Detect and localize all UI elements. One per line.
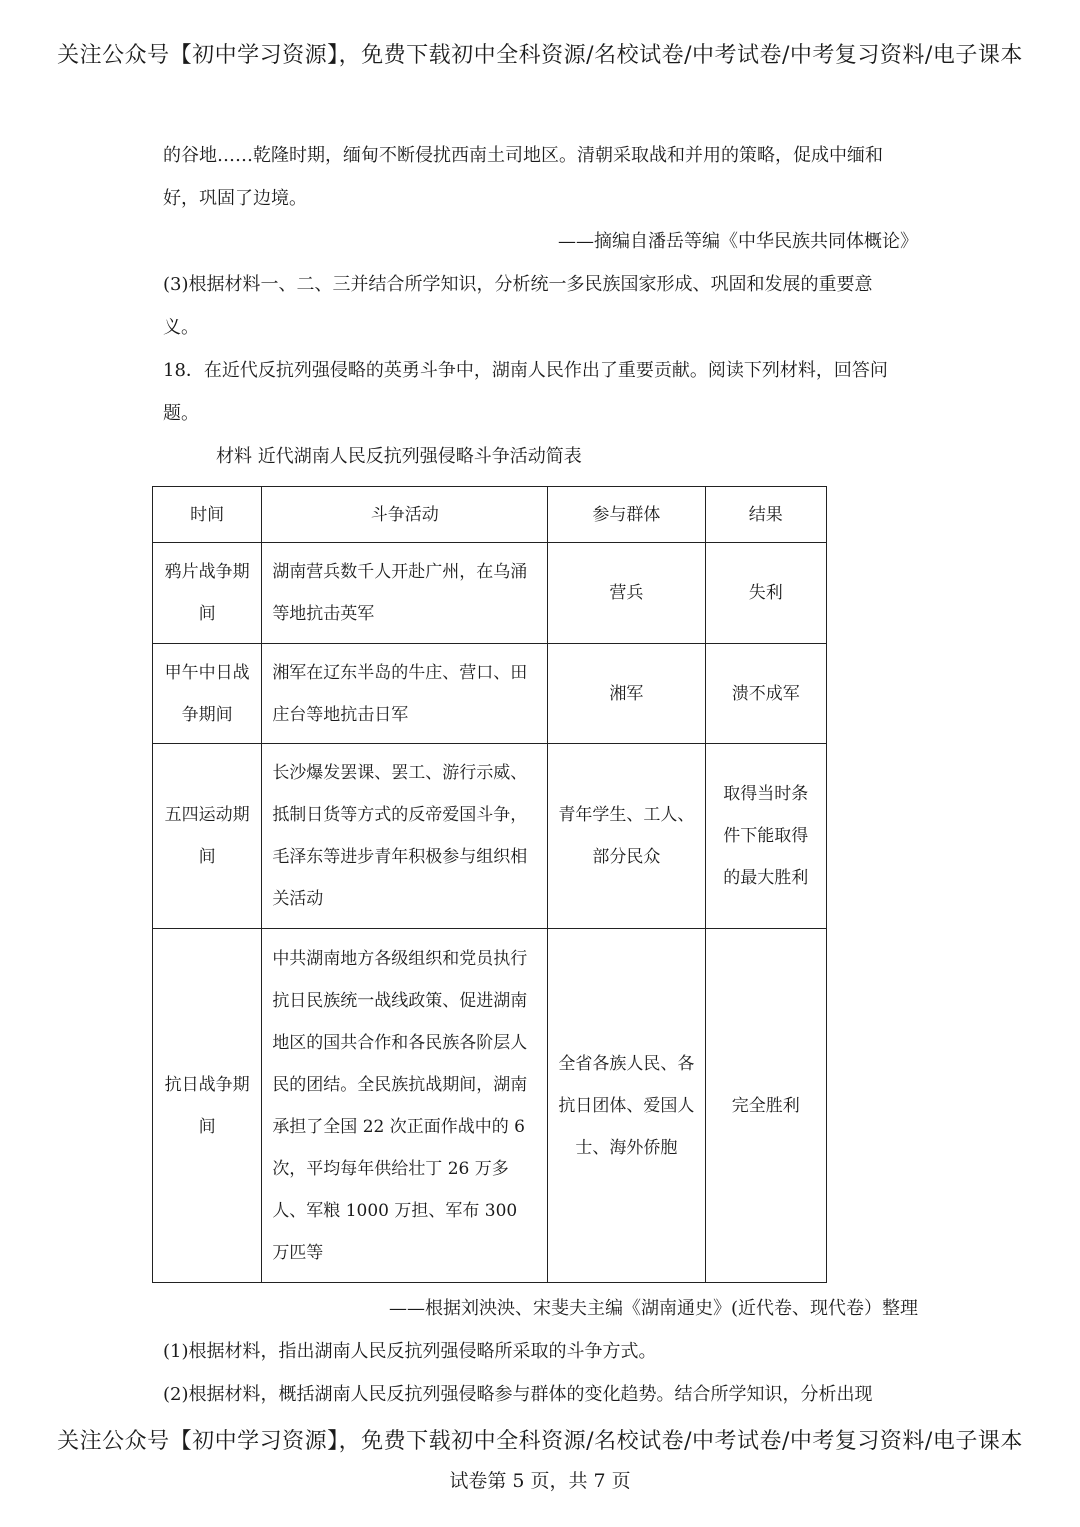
cell-time: 甲午中日战争期间 <box>153 644 262 744</box>
table-caption: 材料 近代湖南人民反抗列强侵略斗争活动简表 <box>216 446 582 467</box>
q18-stem-line-1: 18．在近代反抗列强侵略的英勇斗争中，湖南人民作出了重要贡献。阅读下列材料，回答问 <box>163 360 888 381</box>
page-number: 试卷第 5 页，共 7 页 <box>449 1470 631 1492</box>
footer-banner: 关注公众号【初中学习资源】，免费下载初中全科资源/名校试卷/中考试卷/中考复习资料/电子课本 <box>57 1429 1023 1454</box>
cell-time: 五四运动期间 <box>153 744 262 929</box>
table-row <box>153 744 827 929</box>
cell-group: 营兵 <box>548 543 705 644</box>
cell-result: 取得当时条件下能取得的最大胜利 <box>705 744 826 929</box>
continuation-line-1: 的谷地……乾隆时期，缅甸不断侵扰西南土司地区。清朝采取战和并用的策略，促成中缅和 <box>163 145 883 166</box>
q17-part3-line-1: (3)根据材料一、二、三并结合所学知识，分析统一多民族国家形成、巩固和发展的重要意 <box>163 274 873 295</box>
cell-activity: 中共湖南地方各级组织和党员执行抗日民族统一战线政策、促进湖南地区的国共合作和各民族各阶层人民的团结。全民族抗战期间，湖南承担了全国 22 次正面作战中的 6 次，平均每年供给壮丁 26 万多人、军粮 1000 万担、军布 300 万匹等 <box>262 929 548 1283</box>
table-header-row <box>153 487 827 543</box>
cell-time: 抗日战争期间 <box>153 929 262 1283</box>
table-row <box>153 929 827 1283</box>
header-time: 时间 <box>153 487 262 543</box>
cell-group: 湘军 <box>548 644 705 744</box>
q18-stem-line-2: 题。 <box>163 403 199 424</box>
header-result: 结果 <box>705 487 826 543</box>
header-activity: 斗争活动 <box>262 487 548 543</box>
cell-time: 鸦片战争期间 <box>153 543 262 644</box>
cell-activity: 湘军在辽东半岛的牛庄、营口、田庄台等地抗击日军 <box>262 644 548 744</box>
cell-activity: 长沙爆发罢课、罢工、游行示威、抵制日货等方式的反帝爱国斗争，毛泽东等进步青年积极参与组织相关活动 <box>262 744 548 929</box>
header-group: 参与群体 <box>548 487 705 543</box>
cell-activity: 湖南营兵数千人开赴广州，在乌涌等地抗击英军 <box>262 543 548 644</box>
q18-sub-question-2: (2)根据材料，概括湖南人民反抗列强侵略参与群体的变化趋势。结合所学知识，分析出现 <box>163 1384 873 1405</box>
header-banner: 关注公众号【初中学习资源】，免费下载初中全科资源/名校试卷/中考试卷/中考复习资料/电子课本 <box>57 43 1023 68</box>
table-source: ——根据刘泱泱、宋斐夫主编《湖南通史》(近代卷、现代卷）整理 <box>388 1298 918 1319</box>
page-content <box>163 134 918 1416</box>
q18-sub-question-1: (1)根据材料，指出湖南人民反抗列强侵略所采取的斗争方式。 <box>163 1341 657 1362</box>
cell-group: 青年学生、工人、部分民众 <box>548 744 705 929</box>
continuation-line-2: 好，巩固了边境。 <box>163 188 307 209</box>
activities-table <box>152 486 827 1283</box>
cell-group: 全省各族人民、各抗日团体、爱国人士、海外侨胞 <box>548 929 705 1283</box>
cell-result: 完全胜利 <box>705 929 826 1283</box>
cell-result: 失利 <box>705 543 826 644</box>
cell-result: 溃不成军 <box>705 644 826 744</box>
continuation-source: ——摘编自潘岳等编《中华民族共同体概论》 <box>558 231 918 252</box>
table-row <box>153 543 827 644</box>
table-row <box>153 644 827 744</box>
q17-part3-line-2: 义。 <box>163 317 199 338</box>
